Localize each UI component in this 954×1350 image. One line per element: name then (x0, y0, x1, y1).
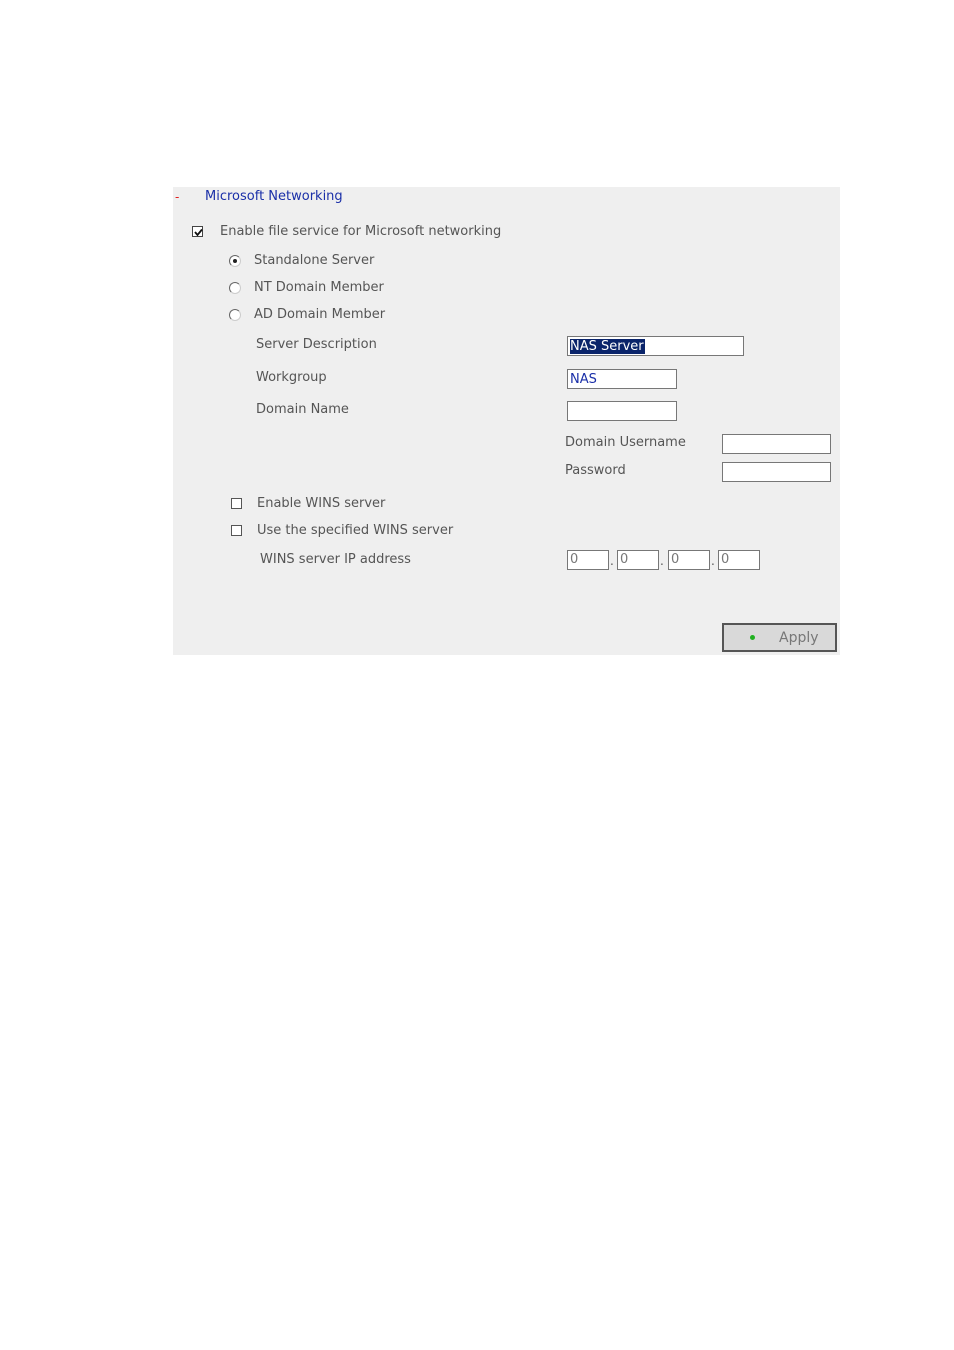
workgroup-label: Workgroup (256, 370, 327, 385)
apply-button[interactable] (722, 623, 837, 652)
ad-domain-member-radio[interactable] (229, 309, 241, 321)
password-input[interactable] (722, 462, 831, 482)
wins-ip-octet-1-input[interactable]: 0 (567, 550, 609, 570)
checkmark-icon (193, 227, 204, 238)
nt-domain-member-radio[interactable] (229, 282, 241, 294)
ad-domain-member-label: AD Domain Member (254, 307, 386, 322)
domain-name-input[interactable] (567, 401, 677, 421)
apply-button-label: Apply (779, 630, 819, 646)
server-description-input[interactable] (567, 336, 744, 356)
use-specified-wins-checkbox[interactable] (231, 525, 242, 536)
password-label: Password (565, 463, 626, 478)
section-title: Microsoft Networking (205, 189, 343, 204)
standalone-server-radio[interactable] (229, 255, 241, 267)
ip-separator: . (610, 554, 614, 568)
radio-selected-dot (233, 259, 237, 263)
standalone-server-label: Standalone Server (254, 253, 375, 268)
use-specified-wins-label: Use the specified WINS server (257, 523, 454, 538)
workgroup-input[interactable] (567, 369, 677, 389)
ip-separator: . (711, 554, 715, 568)
wins-ip-octet-2-input[interactable]: 0 (617, 550, 659, 570)
bullet-icon (750, 635, 755, 640)
enable-file-service-checkbox[interactable] (192, 226, 203, 237)
nt-domain-member-label: NT Domain Member (254, 280, 384, 295)
domain-name-label: Domain Name (256, 402, 349, 417)
server-description-label: Server Description (256, 337, 377, 352)
enable-wins-server-label: Enable WINS server (257, 496, 386, 511)
workgroup-value: NAS (570, 372, 597, 387)
domain-username-label: Domain Username (565, 435, 686, 450)
server-description-selected-text: NAS Server (570, 339, 644, 354)
domain-username-input[interactable] (722, 434, 831, 454)
ip-separator: . (660, 554, 664, 568)
wins-ip-address-label: WINS server IP address (260, 552, 411, 567)
enable-wins-server-checkbox[interactable] (231, 498, 242, 509)
wins-ip-octet-3-input[interactable]: 0 (668, 550, 710, 570)
section-marker: - (175, 190, 180, 204)
wins-ip-octet-4-input[interactable]: 0 (718, 550, 760, 570)
enable-file-service-label: Enable file service for Microsoft networking (220, 224, 502, 239)
